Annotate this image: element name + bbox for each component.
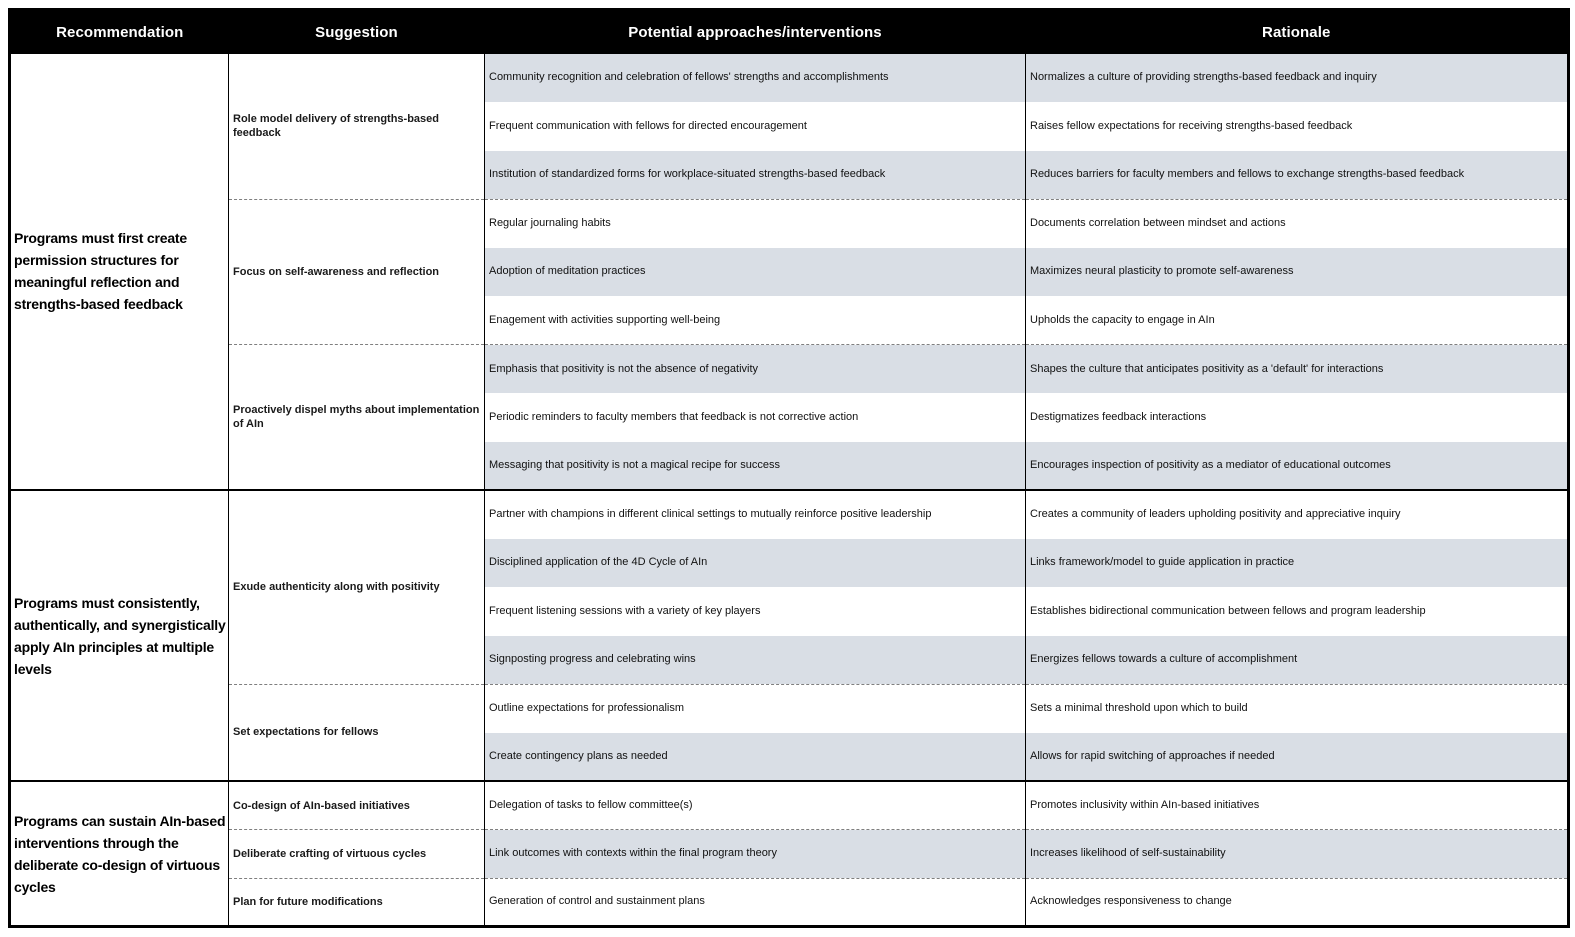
approach-cell: Emphasis that positivity is not the absence of negativity — [485, 345, 1026, 394]
rationale-cell: Creates a community of leaders upholding positivity and appreciative inquiry — [1030, 508, 1401, 521]
rationale-cell: Raises fellow expectations for receiving strengths-based feedback — [1030, 119, 1353, 132]
rationale-cell: Shapes the culture that anticipates positivity as a 'default' for interactions — [1026, 345, 1569, 394]
table-row — [10, 490, 1569, 539]
suggestion-cell: Plan for future modifications — [229, 878, 485, 927]
approach-cell: Adoption of meditation practices — [485, 248, 1026, 297]
table-row — [10, 878, 1569, 927]
approach-cell: Delegation of tasks to fellow committee(s) — [485, 781, 1026, 830]
recommendation-cell: Programs can sustain AIn-based interventions through the deliberate co-design of virtuous cycles — [10, 781, 229, 927]
column-header-recommendation: Recommendation — [10, 10, 229, 54]
table-row — [10, 54, 1569, 103]
rationale-cell: Destigmatizes feedback interactions — [1030, 410, 1207, 423]
recommendation-cell: Programs must consistently, authentically, and synergistically apply AIn principles at multiple levels — [10, 490, 229, 781]
suggestion-cell: Role model delivery of strengths-based feedback — [229, 54, 485, 200]
approach-cell: Institution of standardized forms for workplace-situated strengths-based feedback — [485, 151, 1026, 200]
table-row — [10, 830, 1569, 879]
suggestion-cell: Proactively dispel myths about implementation of AIn — [229, 345, 485, 491]
approach-cell: Community recognition and celebration of fellows' strengths and accomplishments — [485, 54, 1026, 103]
suggestion-cell: Co-design of AIn-based initiatives — [229, 781, 485, 830]
rationale-cell: Acknowledges responsiveness to change — [1026, 878, 1569, 927]
approach-cell: Periodic reminders to faculty members that feedback is not corrective action — [485, 393, 1026, 442]
recommendation-cell: Programs must first create permission structures for meaningful reflection and strengths-based feedback — [10, 54, 229, 491]
rationale-cell: Energizes fellows towards a culture of accomplishment — [1026, 636, 1569, 685]
header-row — [10, 10, 1569, 54]
rationale-cell: Promotes inclusivity within AIn-based initiatives — [1026, 781, 1569, 830]
rationale-cell: Sets a minimal threshold upon which to build — [1030, 702, 1248, 714]
suggestion-cell: Focus on self-awareness and reflection — [229, 199, 485, 345]
suggestion-cell: Set expectations for fellows — [229, 684, 485, 781]
approach-cell: Partner with champions in different clinical settings to mutually reinforce positive leadership — [485, 490, 1026, 539]
table-row — [10, 684, 1569, 733]
column-header-suggestion: Suggestion — [229, 10, 485, 54]
approach-cell: Outline expectations for professionalism — [485, 684, 1026, 733]
approach-cell: Frequent listening sessions with a variety of key players — [485, 587, 1026, 636]
rationale-cell: Maximizes neural plasticity to promote self-awareness — [1026, 248, 1569, 297]
rationale-cell: Allows for rapid switching of approaches if needed — [1026, 733, 1569, 782]
table-header — [10, 10, 1569, 54]
approach-cell: Enagement with activities supporting well-being — [485, 296, 1026, 345]
table-body — [10, 54, 1569, 927]
approach-cell: Disciplined application of the 4D Cycle of AIn — [485, 539, 1026, 588]
rationale-cell: Increases likelihood of self-sustainability — [1026, 830, 1569, 879]
approach-cell: Frequent communication with fellows for directed encouragement — [485, 102, 1026, 151]
suggestion-cell: Deliberate crafting of virtuous cycles — [229, 830, 485, 879]
approach-cell: Signposting progress and celebrating wins — [485, 636, 1026, 685]
rationale-cell: Documents correlation between mindset and actions — [1030, 217, 1286, 229]
rationale-cell: Links framework/model to guide application in practice — [1026, 539, 1569, 588]
rationale-cell: Encourages inspection of positivity as a mediator of educational outcomes — [1026, 442, 1569, 491]
table-row — [10, 781, 1569, 830]
approach-cell: Messaging that positivity is not a magical recipe for success — [485, 442, 1026, 491]
rationale-cell: Upholds the capacity to engage in AIn — [1026, 296, 1569, 345]
approach-cell: Create contingency plans as needed — [485, 733, 1026, 782]
recommendations-table — [8, 8, 1570, 928]
table-row — [10, 199, 1569, 248]
approach-cell: Regular journaling habits — [485, 199, 1026, 248]
approach-cell: Link outcomes with contexts within the final program theory — [485, 830, 1026, 879]
rationale-cell: Reduces barriers for faculty members and fellows to exchange strengths-based feedback — [1026, 151, 1569, 200]
suggestion-cell: Exude authenticity along with positivity — [229, 490, 485, 684]
rationale-cell: Establishes bidirectional communication between fellows and program leadership — [1030, 604, 1426, 617]
table-row — [10, 345, 1569, 394]
column-header-rationale: Rationale — [1026, 10, 1569, 54]
column-header-approaches: Potential approaches/interventions — [485, 10, 1026, 54]
approach-cell: Generation of control and sustainment plans — [485, 878, 1026, 927]
rationale-cell: Normalizes a culture of providing strengths-based feedback and inquiry — [1026, 54, 1569, 103]
